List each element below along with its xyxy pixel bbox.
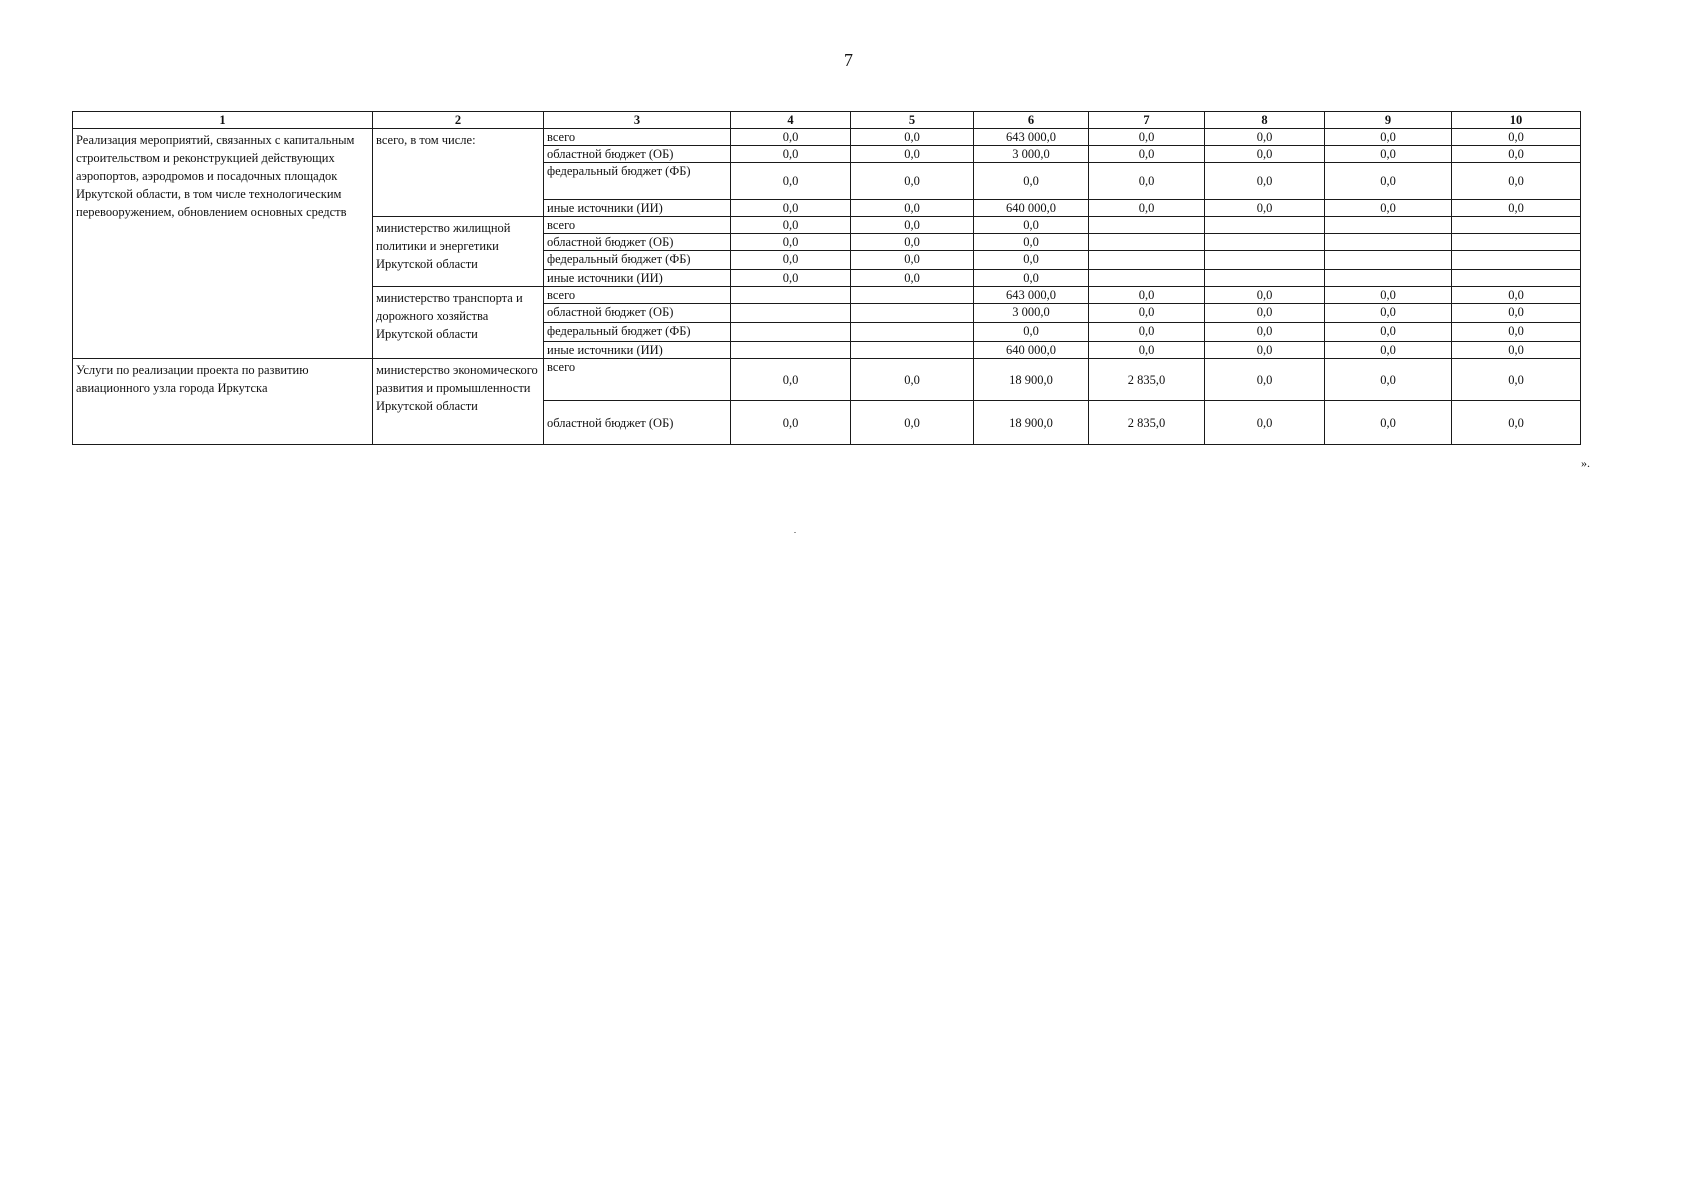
value-cell [1205,251,1325,270]
funding-source-cell: федеральный бюджет (ФБ) [544,323,731,342]
value-cell: 0,0 [1325,342,1452,359]
value-cell [731,342,851,359]
header-cell: 7 [1089,112,1205,129]
value-cell: 0,0 [1089,287,1205,304]
value-cell: 643 000,0 [974,129,1089,146]
scan-speck [794,532,796,533]
value-cell: 0,0 [1452,287,1581,304]
value-cell [851,304,974,323]
value-cell [1089,270,1205,287]
value-cell: 0,0 [1205,304,1325,323]
value-cell: 0,0 [1205,342,1325,359]
executor-cell: министерство экономического развития и промышленности Иркутской области [373,359,544,445]
funding-source-cell: федеральный бюджет (ФБ) [544,251,731,270]
value-cell: 0,0 [851,234,974,251]
value-cell: 0,0 [1205,287,1325,304]
value-cell: 0,0 [1089,163,1205,200]
value-cell: 0,0 [1205,163,1325,200]
value-cell: 0,0 [1205,129,1325,146]
value-cell [1089,217,1205,234]
value-cell: 0,0 [1325,146,1452,163]
value-cell: 640 000,0 [974,342,1089,359]
value-cell [1452,217,1581,234]
value-cell: 0,0 [1452,401,1581,445]
value-cell: 0,0 [1452,163,1581,200]
value-cell: 0,0 [851,129,974,146]
value-cell: 0,0 [731,129,851,146]
closing-quote-mark: ». [1581,456,1590,470]
value-cell: 0,0 [1325,129,1452,146]
funding-source-cell: иные источники (ИИ) [544,342,731,359]
value-cell: 0,0 [851,251,974,270]
value-cell: 0,0 [1205,359,1325,401]
value-cell [731,304,851,323]
value-cell: 0,0 [974,323,1089,342]
funding-source-cell: всего [544,359,731,401]
value-cell: 0,0 [731,217,851,234]
value-cell: 3 000,0 [974,304,1089,323]
value-cell: 0,0 [1452,323,1581,342]
funding-source-cell: иные источники (ИИ) [544,270,731,287]
value-cell: 0,0 [1452,304,1581,323]
value-cell: 0,0 [1325,359,1452,401]
value-cell [731,287,851,304]
value-cell: 2 835,0 [1089,401,1205,445]
table-row [73,129,1581,146]
value-cell [1452,270,1581,287]
value-cell: 0,0 [974,234,1089,251]
value-cell [1325,251,1452,270]
value-cell: 0,0 [1325,304,1452,323]
value-cell: 0,0 [731,146,851,163]
executor-cell: министерство транспорта и дорожного хозяйства Иркутской области [373,287,544,359]
value-cell [851,287,974,304]
funding-source-cell: всего [544,129,731,146]
page-number: 7 [844,50,853,70]
header-cell: 6 [974,112,1089,129]
value-cell: 0,0 [974,251,1089,270]
value-cell: 0,0 [851,146,974,163]
value-cell: 18 900,0 [974,359,1089,401]
value-cell: 0,0 [731,163,851,200]
value-cell: 2 835,0 [1089,359,1205,401]
value-cell [731,323,851,342]
value-cell: 0,0 [731,359,851,401]
value-cell: 0,0 [1089,146,1205,163]
funding-source-cell: областной бюджет (ОБ) [544,401,731,445]
value-cell: 18 900,0 [974,401,1089,445]
value-cell: 0,0 [1205,323,1325,342]
value-cell: 0,0 [731,234,851,251]
value-cell: 0,0 [1089,129,1205,146]
funding-source-cell: областной бюджет (ОБ) [544,234,731,251]
value-cell: 0,0 [1325,323,1452,342]
funding-source-cell: областной бюджет (ОБ) [544,146,731,163]
header-cell: 8 [1205,112,1325,129]
value-cell: 0,0 [851,217,974,234]
value-cell: 0,0 [731,251,851,270]
header-cell: 3 [544,112,731,129]
value-cell [1205,234,1325,251]
executor-cell: министерство жилищной политики и энергетики Иркутской области [373,217,544,287]
header-cell: 2 [373,112,544,129]
value-cell: 0,0 [1089,200,1205,217]
value-cell: 0,0 [851,359,974,401]
value-cell: 0,0 [1089,304,1205,323]
header-cell: 1 [73,112,373,129]
value-cell: 0,0 [1089,342,1205,359]
executor-cell: всего, в том числе: [373,129,544,217]
value-cell: 0,0 [1089,323,1205,342]
funding-source-cell: всего [544,287,731,304]
value-cell: 640 000,0 [974,200,1089,217]
value-cell [1205,217,1325,234]
value-cell: 0,0 [851,270,974,287]
value-cell: 0,0 [974,270,1089,287]
header-cell: 4 [731,112,851,129]
value-cell: 0,0 [1452,129,1581,146]
value-cell [1452,234,1581,251]
header-row [73,112,1581,129]
value-cell: 643 000,0 [974,287,1089,304]
header-cell: 10 [1452,112,1581,129]
value-cell: 0,0 [1452,146,1581,163]
value-cell [851,323,974,342]
value-cell: 0,0 [731,200,851,217]
value-cell [1089,234,1205,251]
value-cell [1452,251,1581,270]
header-cell: 9 [1325,112,1452,129]
funding-source-cell: всего [544,217,731,234]
value-cell: 0,0 [731,401,851,445]
value-cell [1089,251,1205,270]
value-cell: 0,0 [1452,342,1581,359]
value-cell [851,342,974,359]
value-cell: 0,0 [851,401,974,445]
header-cell: 5 [851,112,974,129]
funding-source-cell: федеральный бюджет (ФБ) [544,163,731,200]
value-cell: 0,0 [851,200,974,217]
value-cell [1325,217,1452,234]
value-cell: 0,0 [1452,359,1581,401]
value-cell: 0,0 [1205,401,1325,445]
value-cell: 0,0 [1205,200,1325,217]
value-cell: 0,0 [1325,200,1452,217]
budget-table [72,111,1581,445]
value-cell: 0,0 [1325,401,1452,445]
activity-description: Реализация мероприятий, связанных с капитальным строительством и реконструкцией действующих аэропортов, аэродромов и посадочных площадок Иркутской области, в том числе технологическим перевооружением, обновлением основных средств [73,129,373,359]
funding-source-cell: иные источники (ИИ) [544,200,731,217]
value-cell: 0,0 [851,163,974,200]
value-cell [1325,234,1452,251]
value-cell: 0,0 [1205,146,1325,163]
value-cell: 0,0 [974,217,1089,234]
activity-description: Услуги по реализации проекта по развитию авиационного узла города Иркутска [73,359,373,445]
value-cell [1205,270,1325,287]
value-cell: 0,0 [1452,200,1581,217]
value-cell: 0,0 [1325,163,1452,200]
table-row [73,359,1581,401]
value-cell: 3 000,0 [974,146,1089,163]
value-cell: 0,0 [1325,287,1452,304]
funding-source-cell: областной бюджет (ОБ) [544,304,731,323]
value-cell: 0,0 [974,163,1089,200]
value-cell [1325,270,1452,287]
value-cell: 0,0 [731,270,851,287]
